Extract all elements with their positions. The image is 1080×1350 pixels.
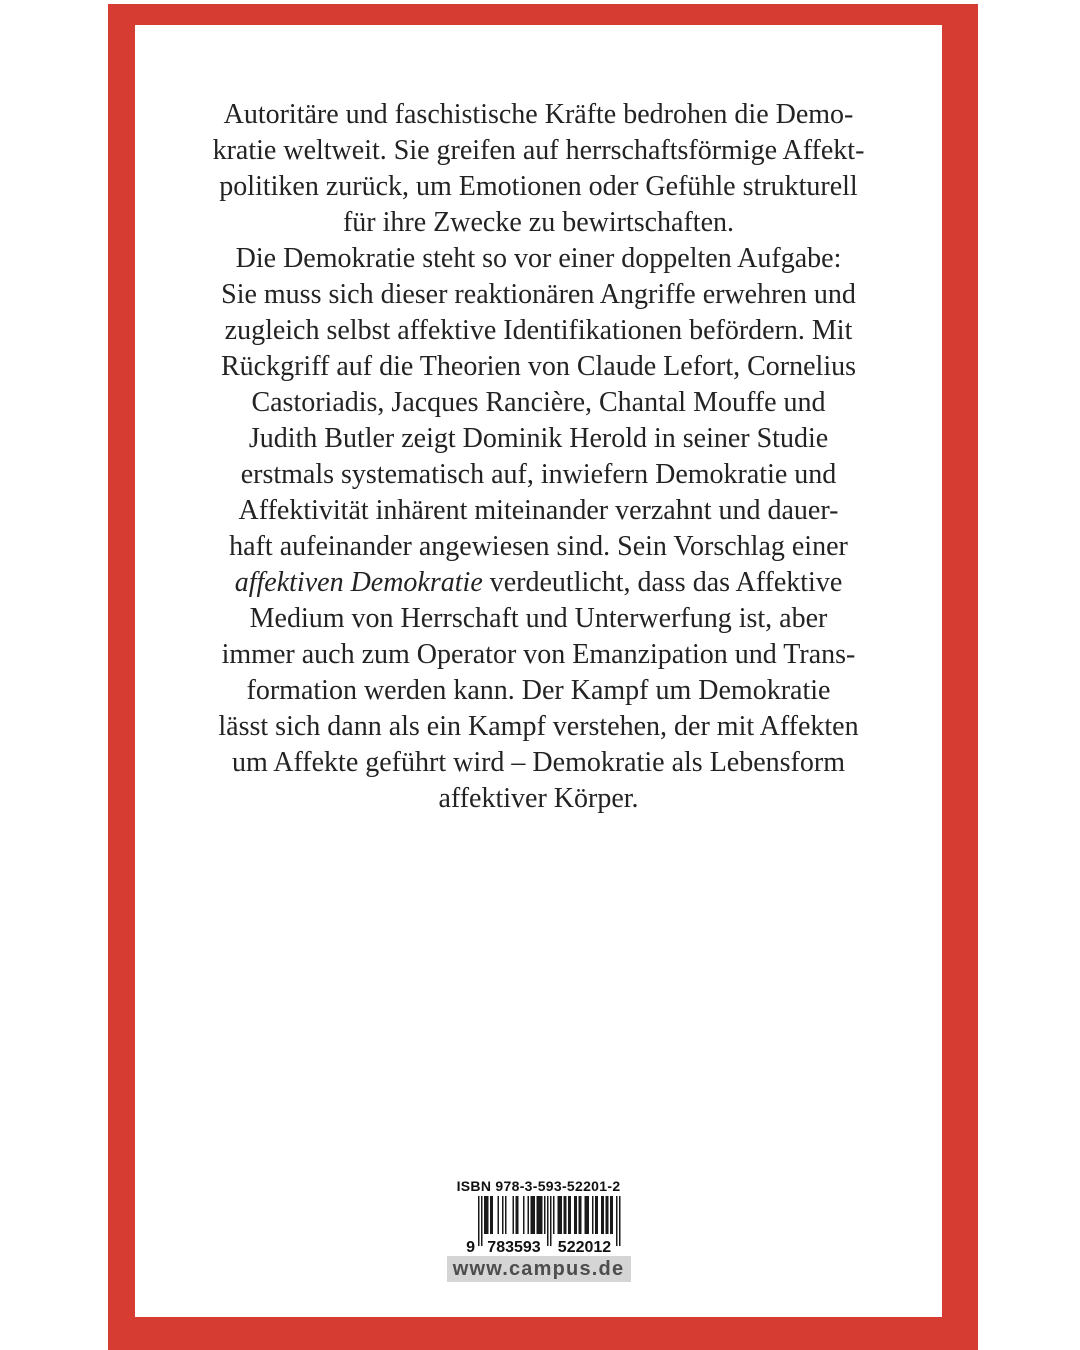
blurb-line: [135, 673, 942, 709]
blurb-line: [135, 97, 942, 133]
blurb-line: [135, 313, 942, 349]
barcode-bar: [527, 1196, 529, 1234]
blurb-line: [135, 745, 942, 781]
blurb-line: [135, 709, 942, 745]
barcode-bar: [485, 1196, 487, 1234]
barcode-bar: [532, 1196, 534, 1234]
barcode-bar: [517, 1196, 519, 1234]
blurb-line: [135, 349, 942, 385]
barcode-bar: [553, 1196, 555, 1234]
barcode-bar: [580, 1196, 582, 1234]
ean-digit-group: 9: [465, 1239, 475, 1254]
barcode-bar: [595, 1196, 597, 1234]
barcode-bar: [584, 1196, 586, 1234]
barcode-bar: [505, 1196, 507, 1234]
barcode-bar: [565, 1196, 567, 1234]
blurb-line: [135, 421, 942, 457]
blurb-text: [135, 97, 942, 817]
ean13-barcode: [456, 1196, 622, 1254]
barcode-bar: [544, 1196, 546, 1234]
barcode-bar: [574, 1196, 576, 1234]
blurb-line: [135, 457, 942, 493]
blurb-segment: immer auch zum Operator von Emanzipation und Trans-: [221, 639, 856, 670]
ean-digit-group: 783593: [486, 1239, 541, 1254]
blurb-line: [135, 529, 942, 565]
book-back-cover: [108, 4, 978, 1350]
isbn-barcode-block: [447, 1175, 631, 1282]
barcode-bar: [616, 1196, 618, 1246]
blurb-segment: Die Demokratie steht so vor einer doppelten Aufgabe:: [235, 243, 842, 274]
blurb-segment: zugleich selbst affektive Identifikationen befördern. Mit: [224, 315, 853, 346]
publisher-website: www.campus.de: [447, 1256, 631, 1282]
blurb-line: [135, 133, 942, 169]
blurb-segment: Affektivität inhärent miteinander verzahnt und dauer-: [238, 495, 839, 526]
barcode-bar: [587, 1196, 589, 1234]
barcode-bar: [611, 1196, 613, 1234]
barcode-bar: [610, 1196, 612, 1234]
blurb-segment: Rückgriff auf die Theorien von Claude Lefort, Cornelius: [220, 351, 857, 382]
blurb-line: [135, 169, 942, 205]
blurb-segment: kratie weltweit. Sie greifen auf herrschaftsförmige Affekt-: [212, 135, 865, 166]
barcode-bar: [607, 1196, 609, 1234]
blurb-segment: affektiver Körper.: [438, 783, 639, 814]
blurb-segment: Judith Butler zeigt Dominik Herold in seiner Studie: [248, 423, 829, 454]
blurb-segment: Medium von Herrschaft und Unterwerfung ist, aber: [249, 603, 828, 634]
barcode-bar: [536, 1196, 538, 1234]
barcode-bar: [539, 1196, 541, 1234]
barcode-bar: [578, 1196, 580, 1234]
blurb-segment: haft aufeinander angewiesen sind. Sein Vorschlag einer: [229, 531, 848, 562]
blurb-line: [135, 385, 942, 421]
barcode-bar: [605, 1196, 607, 1234]
barcode-bar: [602, 1196, 604, 1234]
barcode-bar: [569, 1196, 571, 1234]
barcode-bar: [550, 1196, 552, 1246]
barcode-bar: [538, 1196, 540, 1234]
blurb-line: [135, 565, 942, 601]
blurb-line: [135, 637, 942, 673]
blurb-line: [135, 205, 942, 241]
blurb-segment: erstmals systematisch auf, inwiefern Demokratie und: [240, 459, 837, 490]
blurb-line: [135, 601, 942, 637]
blurb-segment: formation werden kann. Der Kampf um Demokratie: [246, 675, 831, 706]
barcode-bar: [586, 1196, 588, 1234]
barcode-bar: [484, 1196, 486, 1234]
barcode-bar: [515, 1196, 517, 1234]
blurb-segment: um Affekte geführt wird – Demokratie als Lebensform: [232, 747, 845, 778]
blurb-line: [135, 277, 942, 313]
blurb-line: [135, 493, 942, 529]
barcode-bar: [601, 1196, 603, 1234]
barcode-bar: [559, 1196, 561, 1234]
blurb-segment: Castoriadis, Jacques Rancière, Chantal Mouffe und: [251, 387, 826, 418]
barcode-bar: [530, 1196, 532, 1234]
blurb-segment: Autoritäre und faschistische Kräfte bedrohen die Demo-: [223, 99, 854, 130]
blurb-line: [135, 781, 942, 817]
barcode-bar: [596, 1196, 598, 1234]
barcode-bar: [502, 1196, 504, 1234]
barcode-bar: [592, 1196, 594, 1234]
barcode-bar: [487, 1196, 489, 1234]
blurb-line: [135, 241, 942, 277]
blurb-segment: lässt sich dann als ein Kampf verstehen, der mit Affekten: [218, 711, 859, 742]
barcode-bar: [557, 1196, 559, 1234]
barcode-bar: [541, 1196, 543, 1234]
barcode-bar: [547, 1196, 549, 1246]
barcode-bar: [497, 1196, 499, 1234]
barcode-bar: [563, 1196, 565, 1234]
barcode-bar: [478, 1196, 480, 1246]
blurb-segment: politiken zurück, um Emotionen oder Gefühle strukturell: [219, 171, 858, 202]
barcode-bar: [491, 1196, 493, 1234]
ean-digit-group: 522012: [557, 1239, 611, 1254]
blurb-segment: für ihre Zwecke zu bewirtschaften.: [342, 207, 735, 238]
barcode-bar: [560, 1196, 562, 1234]
barcode-bar: [619, 1196, 621, 1246]
blurb-segment-italic: affektiven Demokratie: [234, 567, 483, 598]
barcode-bar: [568, 1196, 570, 1234]
blurb-segment: verdeutlicht, dass das Affektive: [482, 567, 843, 598]
barcode-bar: [575, 1196, 577, 1234]
isbn-label: ISBN 978-3-593-52201-2: [456, 1178, 621, 1194]
barcode-bar: [523, 1196, 525, 1234]
barcode-bar: [533, 1196, 535, 1234]
barcode-bar: [481, 1196, 483, 1246]
barcode-bar: [512, 1196, 514, 1234]
blurb-segment: Sie muss sich dieser reaktionären Angriffe erwehren und: [221, 279, 856, 310]
barcode-bar: [490, 1196, 492, 1234]
